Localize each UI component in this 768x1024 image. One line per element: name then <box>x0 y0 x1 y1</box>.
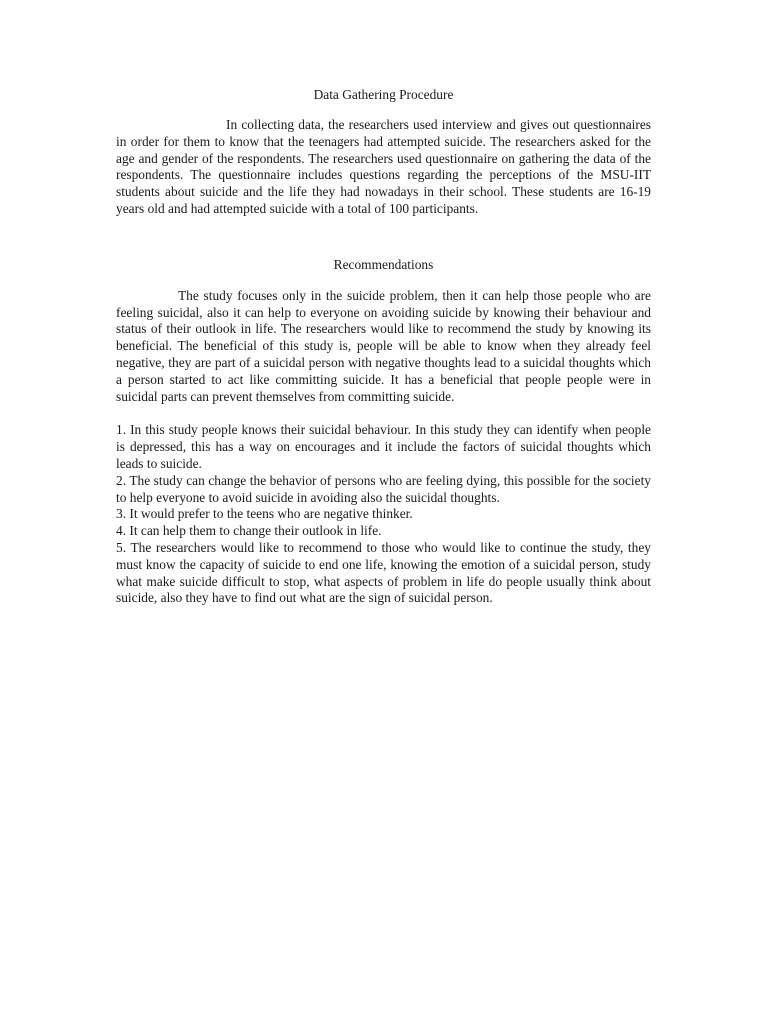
list-item: 4. It can help them to change their outlook in life. <box>116 523 382 539</box>
list-item: 2. The study can change the behavior of persons who are feeling dying, this possible for the society to help everyone to avoid suicide in avoiding also the suicidal thoughts. <box>116 472 651 505</box>
paragraph-recommendations: The study focuses only in the suicide problem, then it can help those people who are feeling suicidal, also it can help to everyone on avoiding suicide by knowing their behaviour and status of their outlook in life. The researchers would like to recommend the study by knowing its beneficial. The beneficial of this study is, people will be able to know when they already feel negative, they are part of a suicidal person with negative thoughts lead to a suicidal thoughts which a person started to act like committing suicide. It has a beneficial that people people were in suicidal parts can prevent themselves from committing suicide. <box>116 287 651 404</box>
list-item: 3. It would prefer to the teens who are negative thinker. <box>116 506 413 522</box>
section-title-recommendations: Recommendations <box>333 256 434 272</box>
section-title-data-gathering: Data Gathering Procedure <box>313 87 454 102</box>
list-item: 1. In this study people knows their suicidal behaviour. In this study they can identify when people is depressed, this has a way on encourages and it include the factors of suicidal thoughts which leads to suicide. <box>116 422 651 471</box>
document-content <box>116 86 651 607</box>
recommendation-list <box>116 422 651 607</box>
list-item: 5. The researchers would like to recommend to those who would like to continue the study, they must know the capacity of suicide to end one life, knowing the emotion of a suicidal person, study what make suicide difficult to stop, what aspects of problem in life do people usually think about suicide, also they have to find out what are the sign of suicidal person. <box>116 539 651 606</box>
paragraph-data-gathering: In collecting data, the researchers used interview and gives out questionnaires in order for them to know that the teenagers had attempted suicide. The researchers asked for the age and gender of the respondents. The researchers used questionnaire on gathering the data of the respondents. The questionnaire includes questions regarding the perceptions of the MSU-IIT students about suicide and the life they had nowadays in their school. These students are 16-19 years old and had attempted suicide with a total of 100 participants. <box>116 117 651 216</box>
